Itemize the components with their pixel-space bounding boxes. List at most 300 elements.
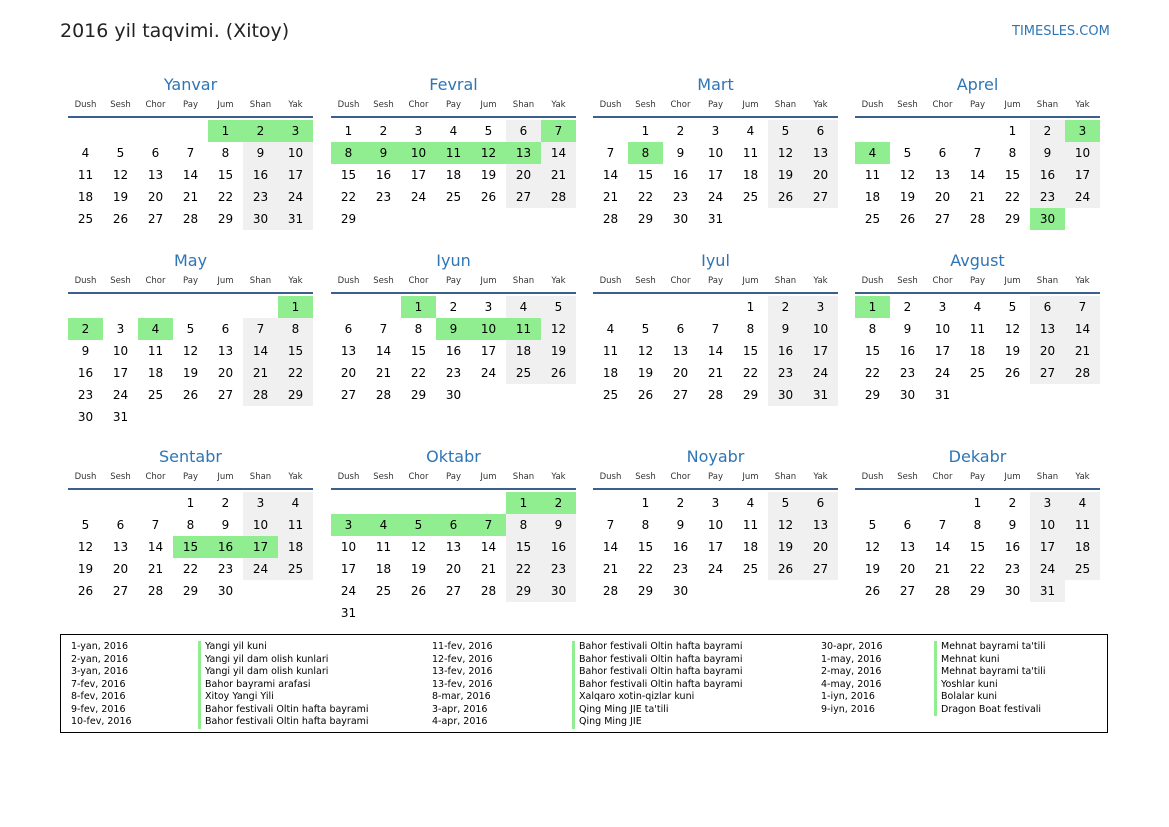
weekday-header xyxy=(855,468,1100,490)
day-cell: 21 xyxy=(602,562,619,576)
holiday-day-cell: 1 xyxy=(401,296,436,318)
page-title: 2016 yil taqvimi. (Xitoy) xyxy=(60,20,290,42)
day-cell: 7 xyxy=(606,518,615,532)
day-grid xyxy=(855,492,1100,602)
day-grid xyxy=(331,492,576,624)
month-name: Sentabr xyxy=(159,447,222,466)
weekday-label: Chor xyxy=(932,100,953,110)
day-cell: 31 xyxy=(112,410,129,424)
day-cell: 28 xyxy=(375,388,392,402)
day-grid xyxy=(68,492,313,602)
holiday-day-cell: 2 xyxy=(243,120,278,142)
day-cell: 16 xyxy=(1004,540,1021,554)
day-cell: 30 xyxy=(541,580,576,602)
day-cell: 3 xyxy=(116,322,125,336)
day-grid xyxy=(68,296,313,428)
day-cell: 21 xyxy=(934,562,951,576)
day-cell: 22 xyxy=(742,366,759,380)
day-cell: 10 xyxy=(112,344,129,358)
weekday-header xyxy=(331,96,576,118)
day-cell: 7 xyxy=(973,146,982,160)
weekday-label: Pay xyxy=(446,276,461,286)
weekday-header xyxy=(593,96,838,118)
holiday-name: Bolalar kuni xyxy=(934,691,997,704)
day-cell: 27 xyxy=(112,584,129,598)
day-cell: 22 xyxy=(278,362,313,384)
day-cell: 7 xyxy=(243,318,278,340)
day-cell: 20 xyxy=(934,190,951,204)
weekday-label: Dush xyxy=(74,472,97,482)
day-cell: 16 xyxy=(77,366,94,380)
day-cell: 4 xyxy=(449,124,458,138)
day-cell: 30 xyxy=(899,388,916,402)
day-cell: 16 xyxy=(899,344,916,358)
day-cell: 15 xyxy=(742,344,759,358)
day-cell: 13 xyxy=(340,344,357,358)
weekday-header xyxy=(331,468,576,490)
day-cell: 5 xyxy=(903,146,912,160)
day-cell: 4 xyxy=(973,300,982,314)
holiday-date: 3-yan, 2016 xyxy=(71,666,128,677)
holiday-name: Mehnat bayrami ta'tili xyxy=(934,641,1046,654)
day-cell: 26 xyxy=(899,212,916,226)
month-name: Yanvar xyxy=(163,75,218,94)
holiday-name: Bahor festivali Oltin hafta bayrami xyxy=(198,716,369,729)
day-cell: 5 xyxy=(186,322,195,336)
day-cell: 18 xyxy=(864,190,881,204)
weekday-label: Chor xyxy=(670,100,691,110)
weekday-header xyxy=(68,272,313,294)
day-cell: 11 xyxy=(77,168,94,182)
day-cell: 26 xyxy=(541,362,576,384)
empty-cell xyxy=(925,492,960,514)
empty-cell xyxy=(208,296,243,318)
day-cell: 30 xyxy=(1004,584,1021,598)
day-cell: 18 xyxy=(445,168,462,182)
day-cell: 29 xyxy=(217,212,234,226)
holiday-name: Xitoy Yangi Yili xyxy=(198,691,274,704)
day-cell: 20 xyxy=(803,164,838,186)
day-cell: 1 xyxy=(344,124,353,138)
day-cell: 25 xyxy=(742,562,759,576)
month-name: Iyun xyxy=(436,251,471,270)
day-cell: 26 xyxy=(77,584,94,598)
day-cell: 20 xyxy=(899,562,916,576)
weekday-label: Yak xyxy=(1075,276,1090,286)
day-cell: 28 xyxy=(707,388,724,402)
weekday-label: Jum xyxy=(1004,472,1021,482)
holiday-name: Bahor festivali Oltin hafta bayrami xyxy=(572,679,743,692)
weekday-label: Sesh xyxy=(897,472,918,482)
day-cell: 11 xyxy=(1065,514,1100,536)
day-cell: 24 xyxy=(803,362,838,384)
day-cell: 23 xyxy=(1004,562,1021,576)
weekday-label: Chor xyxy=(408,276,429,286)
day-cell: 29 xyxy=(969,584,986,598)
day-cell: 27 xyxy=(803,186,838,208)
day-cell: 14 xyxy=(969,168,986,182)
holiday-date: 8-mar, 2016 xyxy=(432,691,491,702)
day-cell: 14 xyxy=(602,540,619,554)
day-cell: 17 xyxy=(340,562,357,576)
day-cell: 17 xyxy=(278,164,313,186)
holiday-day-cell: 3 xyxy=(331,514,366,536)
day-cell: 28 xyxy=(243,384,278,406)
day-cell: 19 xyxy=(410,562,427,576)
day-cell: 20 xyxy=(112,562,129,576)
day-cell: 21 xyxy=(1065,340,1100,362)
weekday-label: Pay xyxy=(970,276,985,286)
day-cell: 23 xyxy=(445,366,462,380)
day-cell: 2 xyxy=(1030,120,1065,142)
month-sentabr xyxy=(68,446,313,602)
day-cell: 10 xyxy=(340,540,357,554)
holiday-date: 3-apr, 2016 xyxy=(432,703,488,715)
day-cell: 29 xyxy=(637,212,654,226)
day-cell: 19 xyxy=(864,562,881,576)
day-cell: 4 xyxy=(746,496,755,510)
empty-cell xyxy=(68,120,103,142)
weekday-label: Yak xyxy=(551,100,566,110)
day-cell: 7 xyxy=(151,518,160,532)
day-cell: 21 xyxy=(480,562,497,576)
weekday-label: Dush xyxy=(599,472,622,482)
weekday-label: Shan xyxy=(249,100,272,110)
weekday-label: Yak xyxy=(551,472,566,482)
day-cell: 17 xyxy=(1065,164,1100,186)
day-cell: 10 xyxy=(707,146,724,160)
day-cell: 6 xyxy=(506,120,541,142)
weekday-label: Jum xyxy=(217,100,234,110)
holiday-day-cell: 3 xyxy=(278,120,313,142)
empty-cell xyxy=(173,296,208,318)
holiday-name: Qing Ming JIE ta'tili xyxy=(572,704,669,717)
day-cell: 31 xyxy=(707,212,724,226)
day-cell: 15 xyxy=(278,340,313,362)
day-cell: 17 xyxy=(410,168,427,182)
day-cell: 26 xyxy=(480,190,497,204)
day-cell: 12 xyxy=(112,168,129,182)
holiday-day-cell: 2 xyxy=(68,318,103,340)
day-cell: 6 xyxy=(116,518,125,532)
day-cell: 15 xyxy=(506,536,541,558)
day-cell: 25 xyxy=(77,212,94,226)
weekday-label: Shan xyxy=(512,276,535,286)
day-cell: 21 xyxy=(182,190,199,204)
day-cell: 14 xyxy=(375,344,392,358)
day-cell: 18 xyxy=(278,536,313,558)
day-cell: 25 xyxy=(602,388,619,402)
day-cell: 27 xyxy=(803,558,838,580)
empty-cell xyxy=(663,296,698,318)
month-fevral xyxy=(331,74,576,230)
weekday-label: Yak xyxy=(288,276,303,286)
day-cell: 12 xyxy=(899,168,916,182)
day-cell: 21 xyxy=(602,190,619,204)
day-cell: 4 xyxy=(81,146,90,160)
empty-cell xyxy=(628,296,663,318)
day-cell: 2 xyxy=(449,300,458,314)
weekday-label: Pay xyxy=(183,100,198,110)
day-cell: 26 xyxy=(768,558,803,580)
weekday-label: Shan xyxy=(249,276,272,286)
day-cell: 27 xyxy=(506,186,541,208)
empty-cell xyxy=(138,492,173,514)
empty-cell xyxy=(138,296,173,318)
holiday-date: 1-may, 2016 xyxy=(821,653,882,665)
day-cell: 18 xyxy=(1065,536,1100,558)
empty-cell xyxy=(593,492,628,514)
weekday-label: Jum xyxy=(1004,276,1021,286)
day-cell: 20 xyxy=(217,366,234,380)
weekday-header xyxy=(593,468,838,490)
weekday-label: Sesh xyxy=(897,100,918,110)
day-cell: 5 xyxy=(768,492,803,514)
day-cell: 13 xyxy=(803,142,838,164)
day-cell: 25 xyxy=(506,362,541,384)
weekday-label: Jum xyxy=(217,276,234,286)
holiday-day-cell: 9 xyxy=(436,318,471,340)
day-cell: 19 xyxy=(112,190,129,204)
weekday-label: Shan xyxy=(1036,100,1059,110)
day-cell: 11 xyxy=(864,168,881,182)
day-cell: 29 xyxy=(278,384,313,406)
holiday-date: 11-fev, 2016 xyxy=(432,641,493,652)
day-cell: 28 xyxy=(602,584,619,598)
day-cell: 8 xyxy=(506,514,541,536)
holiday-day-cell: 30 xyxy=(1030,208,1065,230)
day-cell: 10 xyxy=(278,142,313,164)
day-cell: 2 xyxy=(768,296,803,318)
month-avgust xyxy=(855,250,1100,406)
day-cell: 17 xyxy=(112,366,129,380)
day-cell: 15 xyxy=(969,540,986,554)
day-cell: 22 xyxy=(1004,190,1021,204)
month-name: Mart xyxy=(697,75,734,94)
day-cell: 15 xyxy=(410,344,427,358)
day-cell: 29 xyxy=(864,388,881,402)
day-cell: 20 xyxy=(506,164,541,186)
empty-cell xyxy=(68,492,103,514)
month-yanvar xyxy=(68,74,313,230)
day-cell: 23 xyxy=(768,362,803,384)
day-cell: 11 xyxy=(375,540,392,554)
day-cell: 4 xyxy=(746,124,755,138)
empty-cell xyxy=(401,492,436,514)
day-cell: 18 xyxy=(742,168,759,182)
day-cell: 8 xyxy=(973,518,982,532)
day-cell: 15 xyxy=(637,168,654,182)
day-cell: 26 xyxy=(182,388,199,402)
weekday-label: Yak xyxy=(1075,472,1090,482)
empty-cell xyxy=(855,492,890,514)
day-cell: 28 xyxy=(1065,362,1100,384)
holiday-day-cell: 1 xyxy=(278,296,313,318)
holiday-day-cell: 1 xyxy=(855,296,890,318)
holiday-day-cell: 15 xyxy=(173,536,208,558)
day-grid xyxy=(68,120,313,230)
day-cell: 5 xyxy=(484,124,493,138)
day-cell: 10 xyxy=(803,318,838,340)
weekday-header xyxy=(68,96,313,118)
day-cell: 26 xyxy=(410,584,427,598)
day-cell: 28 xyxy=(480,584,497,598)
day-cell: 27 xyxy=(899,584,916,598)
weekday-label: Pay xyxy=(708,276,723,286)
day-cell: 4 xyxy=(1065,492,1100,514)
day-cell: 1 xyxy=(641,496,650,510)
month-name: May xyxy=(173,251,208,270)
day-cell: 2 xyxy=(1008,496,1017,510)
day-cell: 9 xyxy=(221,518,230,532)
day-cell: 18 xyxy=(969,344,986,358)
holiday-date: 30-apr, 2016 xyxy=(821,641,883,652)
weekday-label: Chor xyxy=(408,472,429,482)
weekday-label: Shan xyxy=(249,472,272,482)
day-cell: 13 xyxy=(217,344,234,358)
day-cell: 14 xyxy=(243,340,278,362)
weekday-label: Chor xyxy=(145,276,166,286)
month-dekabr xyxy=(855,446,1100,602)
day-cell: 23 xyxy=(541,558,576,580)
day-cell: 17 xyxy=(934,344,951,358)
month-name: Avgust xyxy=(950,251,1005,270)
day-cell: 3 xyxy=(711,496,720,510)
weekday-label: Shan xyxy=(774,100,797,110)
empty-cell xyxy=(173,120,208,142)
day-cell: 17 xyxy=(707,168,724,182)
day-cell: 31 xyxy=(934,388,951,402)
weekday-label: Shan xyxy=(1036,276,1059,286)
day-cell: 27 xyxy=(340,388,357,402)
day-cell: 16 xyxy=(243,164,278,186)
day-cell: 23 xyxy=(672,190,689,204)
month-noyabr xyxy=(593,446,838,602)
weekday-header xyxy=(593,272,838,294)
day-cell: 24 xyxy=(243,558,278,580)
day-cell: 25 xyxy=(1065,558,1100,580)
day-cell: 12 xyxy=(864,540,881,554)
holiday-day-cell: 11 xyxy=(436,142,471,164)
day-cell: 16 xyxy=(672,540,689,554)
day-cell: 12 xyxy=(410,540,427,554)
weekday-label: Sesh xyxy=(897,276,918,286)
holiday-date: 2-may, 2016 xyxy=(821,666,882,677)
month-name: Iyul xyxy=(701,251,730,270)
day-cell: 13 xyxy=(112,540,129,554)
weekday-label: Chor xyxy=(145,472,166,482)
day-cell: 23 xyxy=(1030,186,1065,208)
day-cell: 19 xyxy=(541,340,576,362)
day-cell: 9 xyxy=(903,322,912,336)
day-cell: 27 xyxy=(1030,362,1065,384)
day-cell: 4 xyxy=(278,492,313,514)
month-oktabr xyxy=(331,446,576,624)
day-cell: 30 xyxy=(217,584,234,598)
day-cell: 27 xyxy=(217,388,234,402)
day-cell: 14 xyxy=(541,142,576,164)
day-cell: 22 xyxy=(410,366,427,380)
weekday-label: Jum xyxy=(1004,100,1021,110)
holiday-day-cell: 1 xyxy=(208,120,243,142)
day-cell: 22 xyxy=(864,366,881,380)
empty-cell xyxy=(925,120,960,142)
empty-cell xyxy=(68,296,103,318)
holiday-name: Yangi yil dam olish kunlari xyxy=(198,666,328,679)
weekday-label: Dush xyxy=(74,100,97,110)
day-cell: 25 xyxy=(864,212,881,226)
day-cell: 11 xyxy=(147,344,164,358)
day-cell: 17 xyxy=(803,340,838,362)
day-cell: 29 xyxy=(340,212,357,226)
weekday-label: Jum xyxy=(742,100,759,110)
day-cell: 15 xyxy=(1004,168,1021,182)
day-cell: 6 xyxy=(151,146,160,160)
day-cell: 5 xyxy=(541,296,576,318)
day-cell: 29 xyxy=(506,580,541,602)
day-cell: 16 xyxy=(541,536,576,558)
day-grid xyxy=(331,296,576,406)
day-cell: 30 xyxy=(243,208,278,230)
empty-cell xyxy=(366,296,401,318)
day-cell: 10 xyxy=(243,514,278,536)
day-cell: 9 xyxy=(676,146,685,160)
day-cell: 2 xyxy=(379,124,388,138)
day-cell: 29 xyxy=(742,388,759,402)
month-name: Fevral xyxy=(429,75,478,94)
day-cell: 5 xyxy=(81,518,90,532)
day-cell: 13 xyxy=(1030,318,1065,340)
weekday-label: Pay xyxy=(708,472,723,482)
day-cell: 17 xyxy=(707,540,724,554)
day-cell: 7 xyxy=(606,146,615,160)
day-cell: 16 xyxy=(1030,164,1065,186)
day-cell: 25 xyxy=(375,584,392,598)
holiday-date: 2-yan, 2016 xyxy=(71,653,128,665)
holiday-day-cell: 4 xyxy=(138,318,173,340)
holiday-day-cell: 12 xyxy=(471,142,506,164)
day-cell: 31 xyxy=(803,384,838,406)
day-cell: 3 xyxy=(414,124,423,138)
day-cell: 15 xyxy=(864,344,881,358)
day-cell: 13 xyxy=(899,540,916,554)
day-grid xyxy=(855,120,1100,230)
day-cell: 6 xyxy=(676,322,685,336)
holiday-date: 12-fev, 2016 xyxy=(432,653,493,665)
day-cell: 14 xyxy=(480,540,497,554)
weekday-header xyxy=(331,272,576,294)
empty-cell xyxy=(103,296,138,318)
day-cell: 28 xyxy=(541,186,576,208)
holiday-day-cell: 7 xyxy=(541,120,576,142)
weekday-label: Pay xyxy=(970,100,985,110)
weekday-label: Dush xyxy=(337,276,360,286)
day-cell: 16 xyxy=(375,168,392,182)
day-cell: 30 xyxy=(672,212,689,226)
day-cell: 8 xyxy=(414,322,423,336)
empty-cell xyxy=(698,296,733,318)
holiday-date: 10-fev, 2016 xyxy=(71,716,132,727)
day-cell: 20 xyxy=(1030,340,1065,362)
empty-cell xyxy=(103,492,138,514)
empty-cell xyxy=(436,492,471,514)
day-cell: 3 xyxy=(938,300,947,314)
day-cell: 22 xyxy=(637,190,654,204)
day-cell: 24 xyxy=(480,366,497,380)
day-cell: 27 xyxy=(934,212,951,226)
site-link[interactable]: TIMESLES.COM xyxy=(1012,24,1110,39)
day-cell: 20 xyxy=(147,190,164,204)
